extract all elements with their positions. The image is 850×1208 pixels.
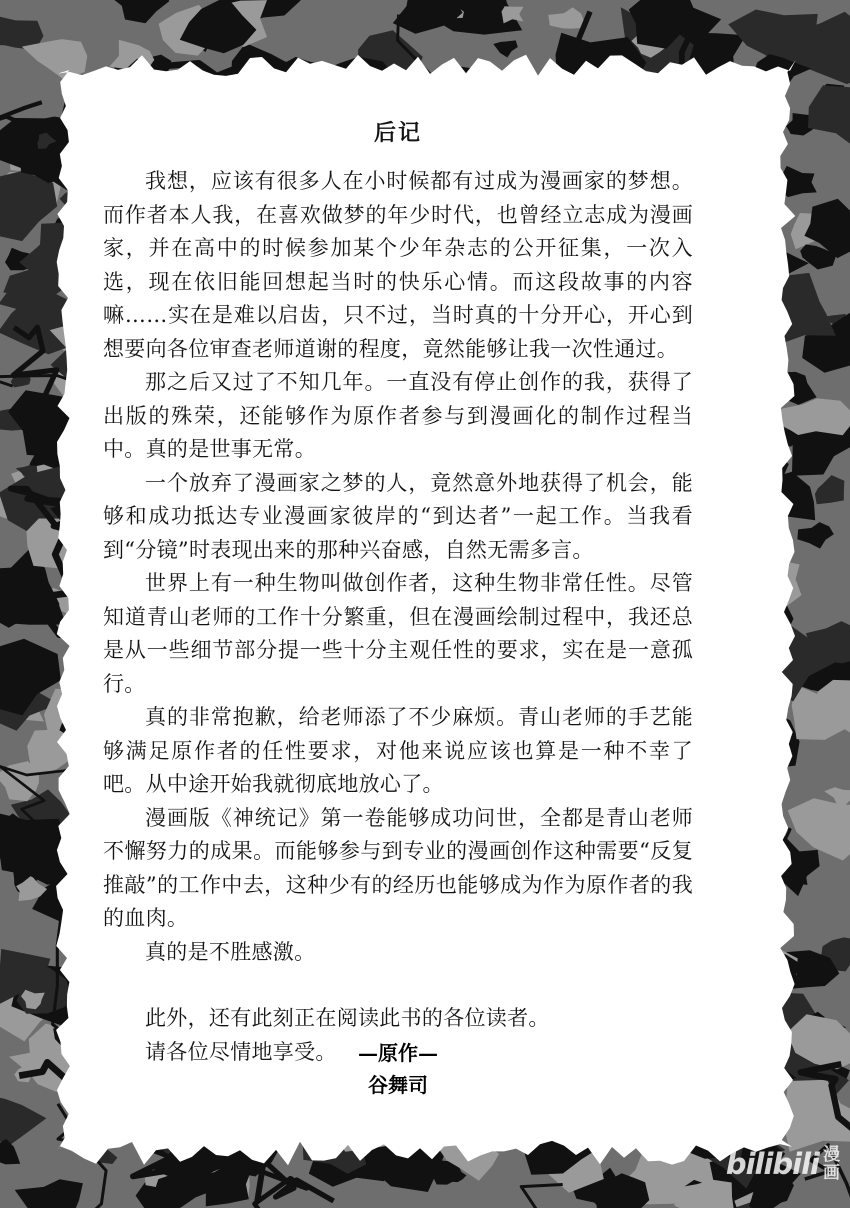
paragraph-7: 真的是不胜感激。: [145, 939, 316, 964]
bilibili-manga-watermark: [726, 1146, 840, 1182]
page-title: 后记: [373, 120, 422, 146]
paragraph-5: 真的非常抱歉，给老师添了不少麻烦。青山老师的手艺能够满足原作者的任性要求，对他来说应该也算是一种不幸了吧。从中途开始我就彻底地放心了。: [103, 705, 693, 796]
paragraph-2: 那之后又过了不知几年。一直没有停止创作的我，获得了出版的殊荣，还能够作为原作者参与到漫画化的制作过程当中。真的是世事无常。: [103, 370, 693, 461]
paragraph-6: 漫画版《神统记》第一卷能够成功问世，全都是青山老师不懈努力的成果。而能够参与到专业的漫画创作这种需要“反复推敲”的工作中去，这种少有的经历也能够成为作为原作者的我的血肉。: [103, 805, 693, 930]
watermark-cn-top: 漫: [823, 1145, 840, 1165]
watermark-cn-bottom: 画: [823, 1163, 840, 1183]
closing-line-1: 此外，还有此刻正在阅读此书的各位读者。: [145, 1006, 550, 1030]
paragraph-1: 我想，应该有很多人在小时候都有过成为漫画家的梦想。而作者本人我，在喜欢做梦的年少时代，也曾经立志成为漫画家，并在高中的时候参加某个少年杂志的公开征集，一次入选，现在依旧能回想起当时的快乐心情。而这段故事的内容嘛……实在是难以启齿，只不过，当时真的十分开心，开心到想要向各位审查老师道谢的程度，竟然能够让我一次性通过。: [103, 169, 693, 361]
afterword-page: [103, 118, 693, 1069]
paragraph-4: 世界上有一种生物叫做创作者，这种生物非常任性。尽管知道青山老师的工作十分繁重，但在漫画绘制过程中，我还总是从一些细节部分提一些十分主观任性的要求，实在是一意孤行。: [103, 571, 693, 696]
signature-role: —原作—: [358, 1041, 438, 1065]
paragraph-3: 一个放弃了漫画家之梦的人，竟然意外地获得了机会，能够和成功抵达专业漫画家彼岸的“到达者”一起工作。当我看到“分镜”时表现出来的那种兴奋感，自然无需多言。: [103, 470, 693, 562]
signature-name: 谷舞司: [368, 1073, 428, 1097]
watermark-cn: [823, 1146, 840, 1182]
closing-line-2: 请各位尽情地享受。: [145, 1039, 337, 1064]
paragraph-gap: [103, 969, 693, 1002]
watermark-word: bilibili: [725, 1147, 819, 1181]
